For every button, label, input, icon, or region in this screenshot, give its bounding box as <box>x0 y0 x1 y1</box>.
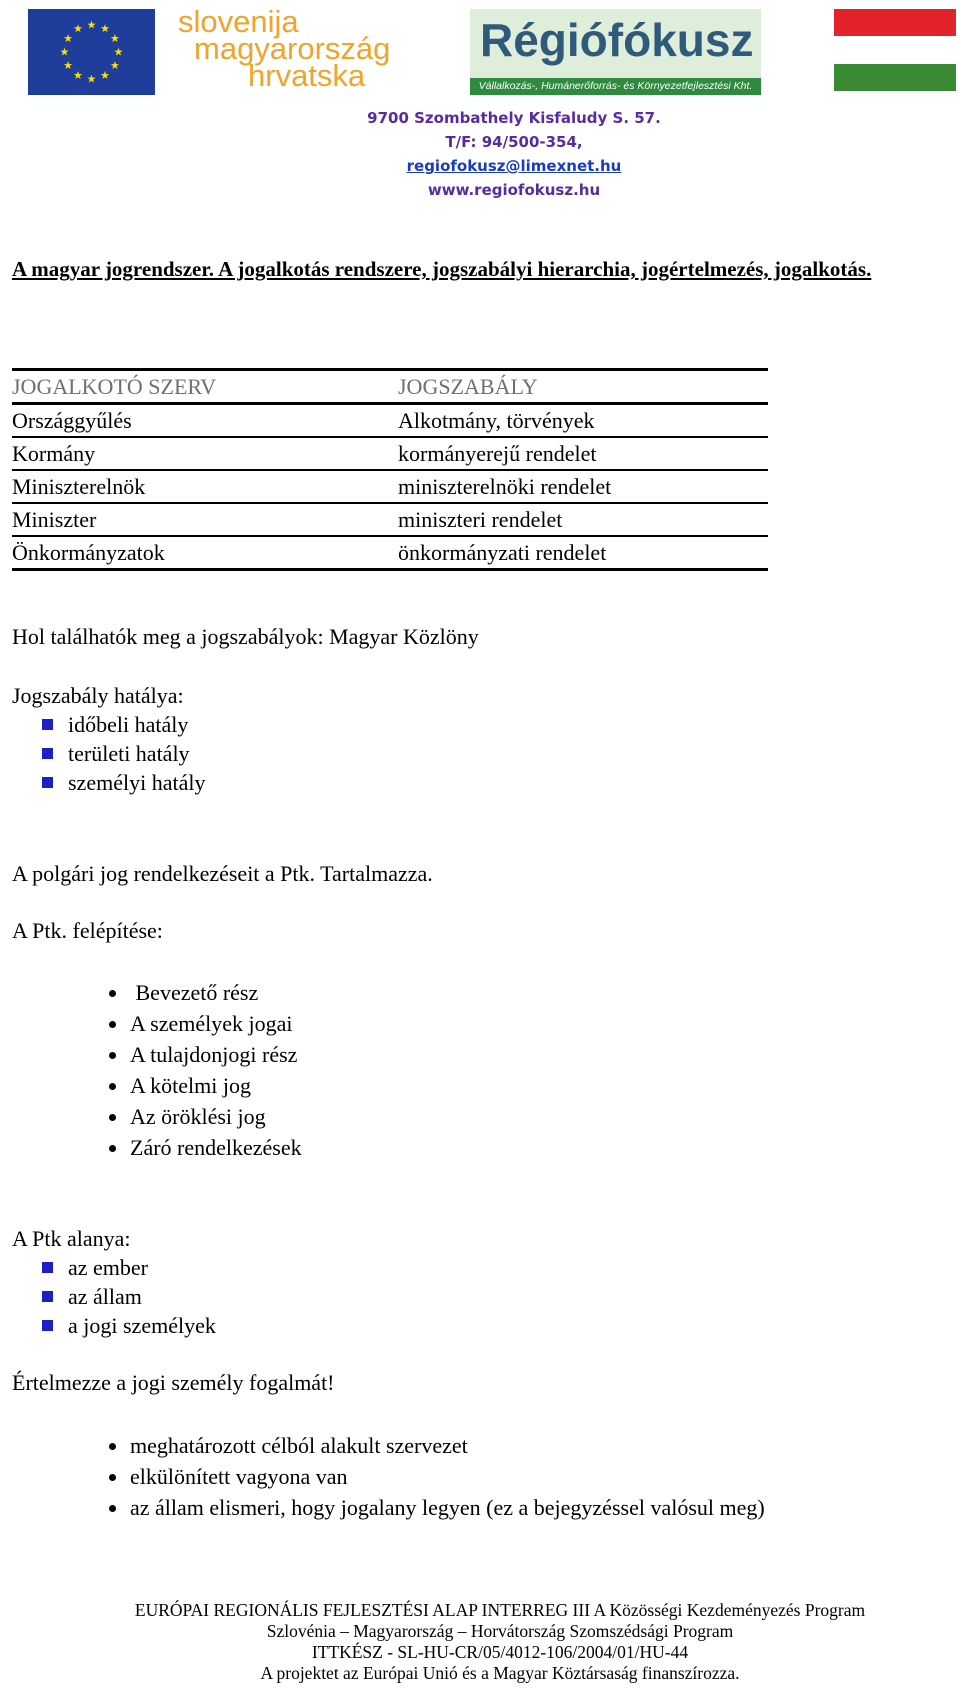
footer <box>60 1600 940 1684</box>
list-item: személyi hatály <box>12 768 205 797</box>
column-header-body: JOGALKOTÓ SZERV <box>12 370 398 404</box>
table-cell-body: Országgyűlés <box>12 404 398 438</box>
list-item: Bevezető rész <box>12 977 302 1008</box>
law-hierarchy-table <box>12 368 768 571</box>
eu-star-icon <box>74 24 82 32</box>
eu-star-icon <box>87 75 95 83</box>
structure-heading: A Ptk. felépítése: <box>12 918 163 943</box>
effect-heading: Jogszabály hatálya: <box>12 683 184 708</box>
list-item: a jogi személyek <box>12 1311 216 1340</box>
table-cell-body: Kormány <box>12 437 398 470</box>
legal-person-list <box>12 1430 765 1523</box>
list-item: időbeli hatály <box>12 710 205 739</box>
flag-stripe-red <box>834 9 956 36</box>
column-header-law: JOGSZABÁLY <box>398 370 768 404</box>
table-cell-body: Miniszter <box>12 503 398 536</box>
list-item: meghatározott célból alakult szervezet <box>12 1430 765 1461</box>
table-row <box>12 470 768 503</box>
eu-star-icon <box>87 21 95 29</box>
subjects-list <box>12 1253 216 1340</box>
contact-phone-email-line <box>344 130 684 178</box>
list-item: elkülönített vagyona van <box>12 1461 765 1492</box>
footer-line: ITTKÉSZ - SL-HU-CR/05/4012-106/2004/01/HU-44 <box>311 1642 689 1662</box>
subjects-heading: A Ptk alanya: <box>12 1226 131 1251</box>
structure-list <box>12 977 302 1163</box>
list-item: Záró rendelkezések <box>12 1132 302 1163</box>
hungarian-flag <box>834 9 956 91</box>
eu-stars-icon <box>28 9 155 95</box>
table-cell-law: kormányerejű rendelet <box>398 437 768 470</box>
table-row <box>12 503 768 536</box>
list-item: területi hatály <box>12 739 205 768</box>
list-item: az ember <box>12 1253 216 1282</box>
effect-list <box>12 710 205 797</box>
regiofokusz-tagline: Vállalkozás-, Humánerőforrás- és Környezetfejlesztési Kht. <box>470 78 761 95</box>
interreg-region-logo <box>178 4 448 96</box>
document-title: A magyar jogrendszer. A jogalkotás rendszere, jogszabályi hierarchia, jogértelmezés, jogalkotás. <box>12 257 872 281</box>
list-item: az állam <box>12 1282 216 1311</box>
flag-stripe-green <box>834 64 956 91</box>
table-cell-body: Önkormányzatok <box>12 536 398 570</box>
table-cell-body: Miniszterelnök <box>12 470 398 503</box>
region-logo-line-magyarorszag: magyarország <box>194 31 391 66</box>
list-item: A tulajdonjogi rész <box>12 1039 302 1070</box>
eu-star-icon <box>111 34 119 42</box>
list-item: Az öröklési jog <box>12 1101 302 1132</box>
footer-line: A projektet az Európai Unió és a Magyar Köztársaság finanszírozza. <box>260 1663 740 1683</box>
flag-stripe-white <box>834 36 956 63</box>
contact-block <box>344 106 684 202</box>
regiofokusz-logo <box>470 9 761 95</box>
eu-star-icon <box>101 71 109 79</box>
footer-line: EURÓPAI REGIONÁLIS FEJLESZTÉSI ALAP INTERREG III A Közösségi Kezdeményezés Program <box>134 1600 866 1620</box>
legal-person-heading: Értelmezze a jogi személy fogalmát! <box>12 1370 335 1395</box>
civil-law-text: A polgári jog rendelkezéseit a Ptk. Tartalmazza. <box>12 861 433 886</box>
table-cell-law: önkormányzati rendelet <box>398 536 768 570</box>
list-item: az állam elismeri, hogy jogalany legyen (ez a bejegyzéssel valósul meg) <box>12 1492 765 1523</box>
contact-website[interactable]: www.regiofokusz.hu <box>427 181 601 199</box>
table-header-row <box>12 370 768 404</box>
eu-star-icon <box>64 34 72 42</box>
region-logo-line-slovenija: slovenija <box>178 4 299 39</box>
eu-star-icon <box>64 61 72 69</box>
contact-phone: T/F: 94/500-354, <box>445 133 583 151</box>
eu-star-icon <box>60 48 68 56</box>
contact-address: 9700 Szombathely Kisfaludy S. 57. <box>367 109 661 127</box>
table-cell-law: miniszterelnöki rendelet <box>398 470 768 503</box>
eu-star-icon <box>101 24 109 32</box>
table-row <box>12 404 768 438</box>
region-logo-line-hrvatska: hrvatska <box>248 58 366 93</box>
eu-star-icon <box>114 48 122 56</box>
table-row <box>12 536 768 570</box>
eu-star-icon <box>74 71 82 79</box>
footer-line: Szlovénia – Magyarország – Horvátország Szomszédsági Program <box>266 1621 734 1641</box>
table-cell-law: miniszteri rendelet <box>398 503 768 536</box>
regiofokusz-name: Régiófókusz <box>480 14 754 66</box>
table-row <box>12 437 768 470</box>
list-item: A személyek jogai <box>12 1008 302 1039</box>
table-cell-law: Alkotmány, törvények <box>398 404 768 438</box>
where-found-text: Hol találhatók meg a jogszabályok: Magyar Közlöny <box>12 624 479 649</box>
eu-flag-logo <box>28 9 155 95</box>
contact-email-link[interactable]: regiofokusz@limexnet.hu <box>406 157 622 175</box>
list-item: A kötelmi jog <box>12 1070 302 1101</box>
eu-star-icon <box>111 61 119 69</box>
